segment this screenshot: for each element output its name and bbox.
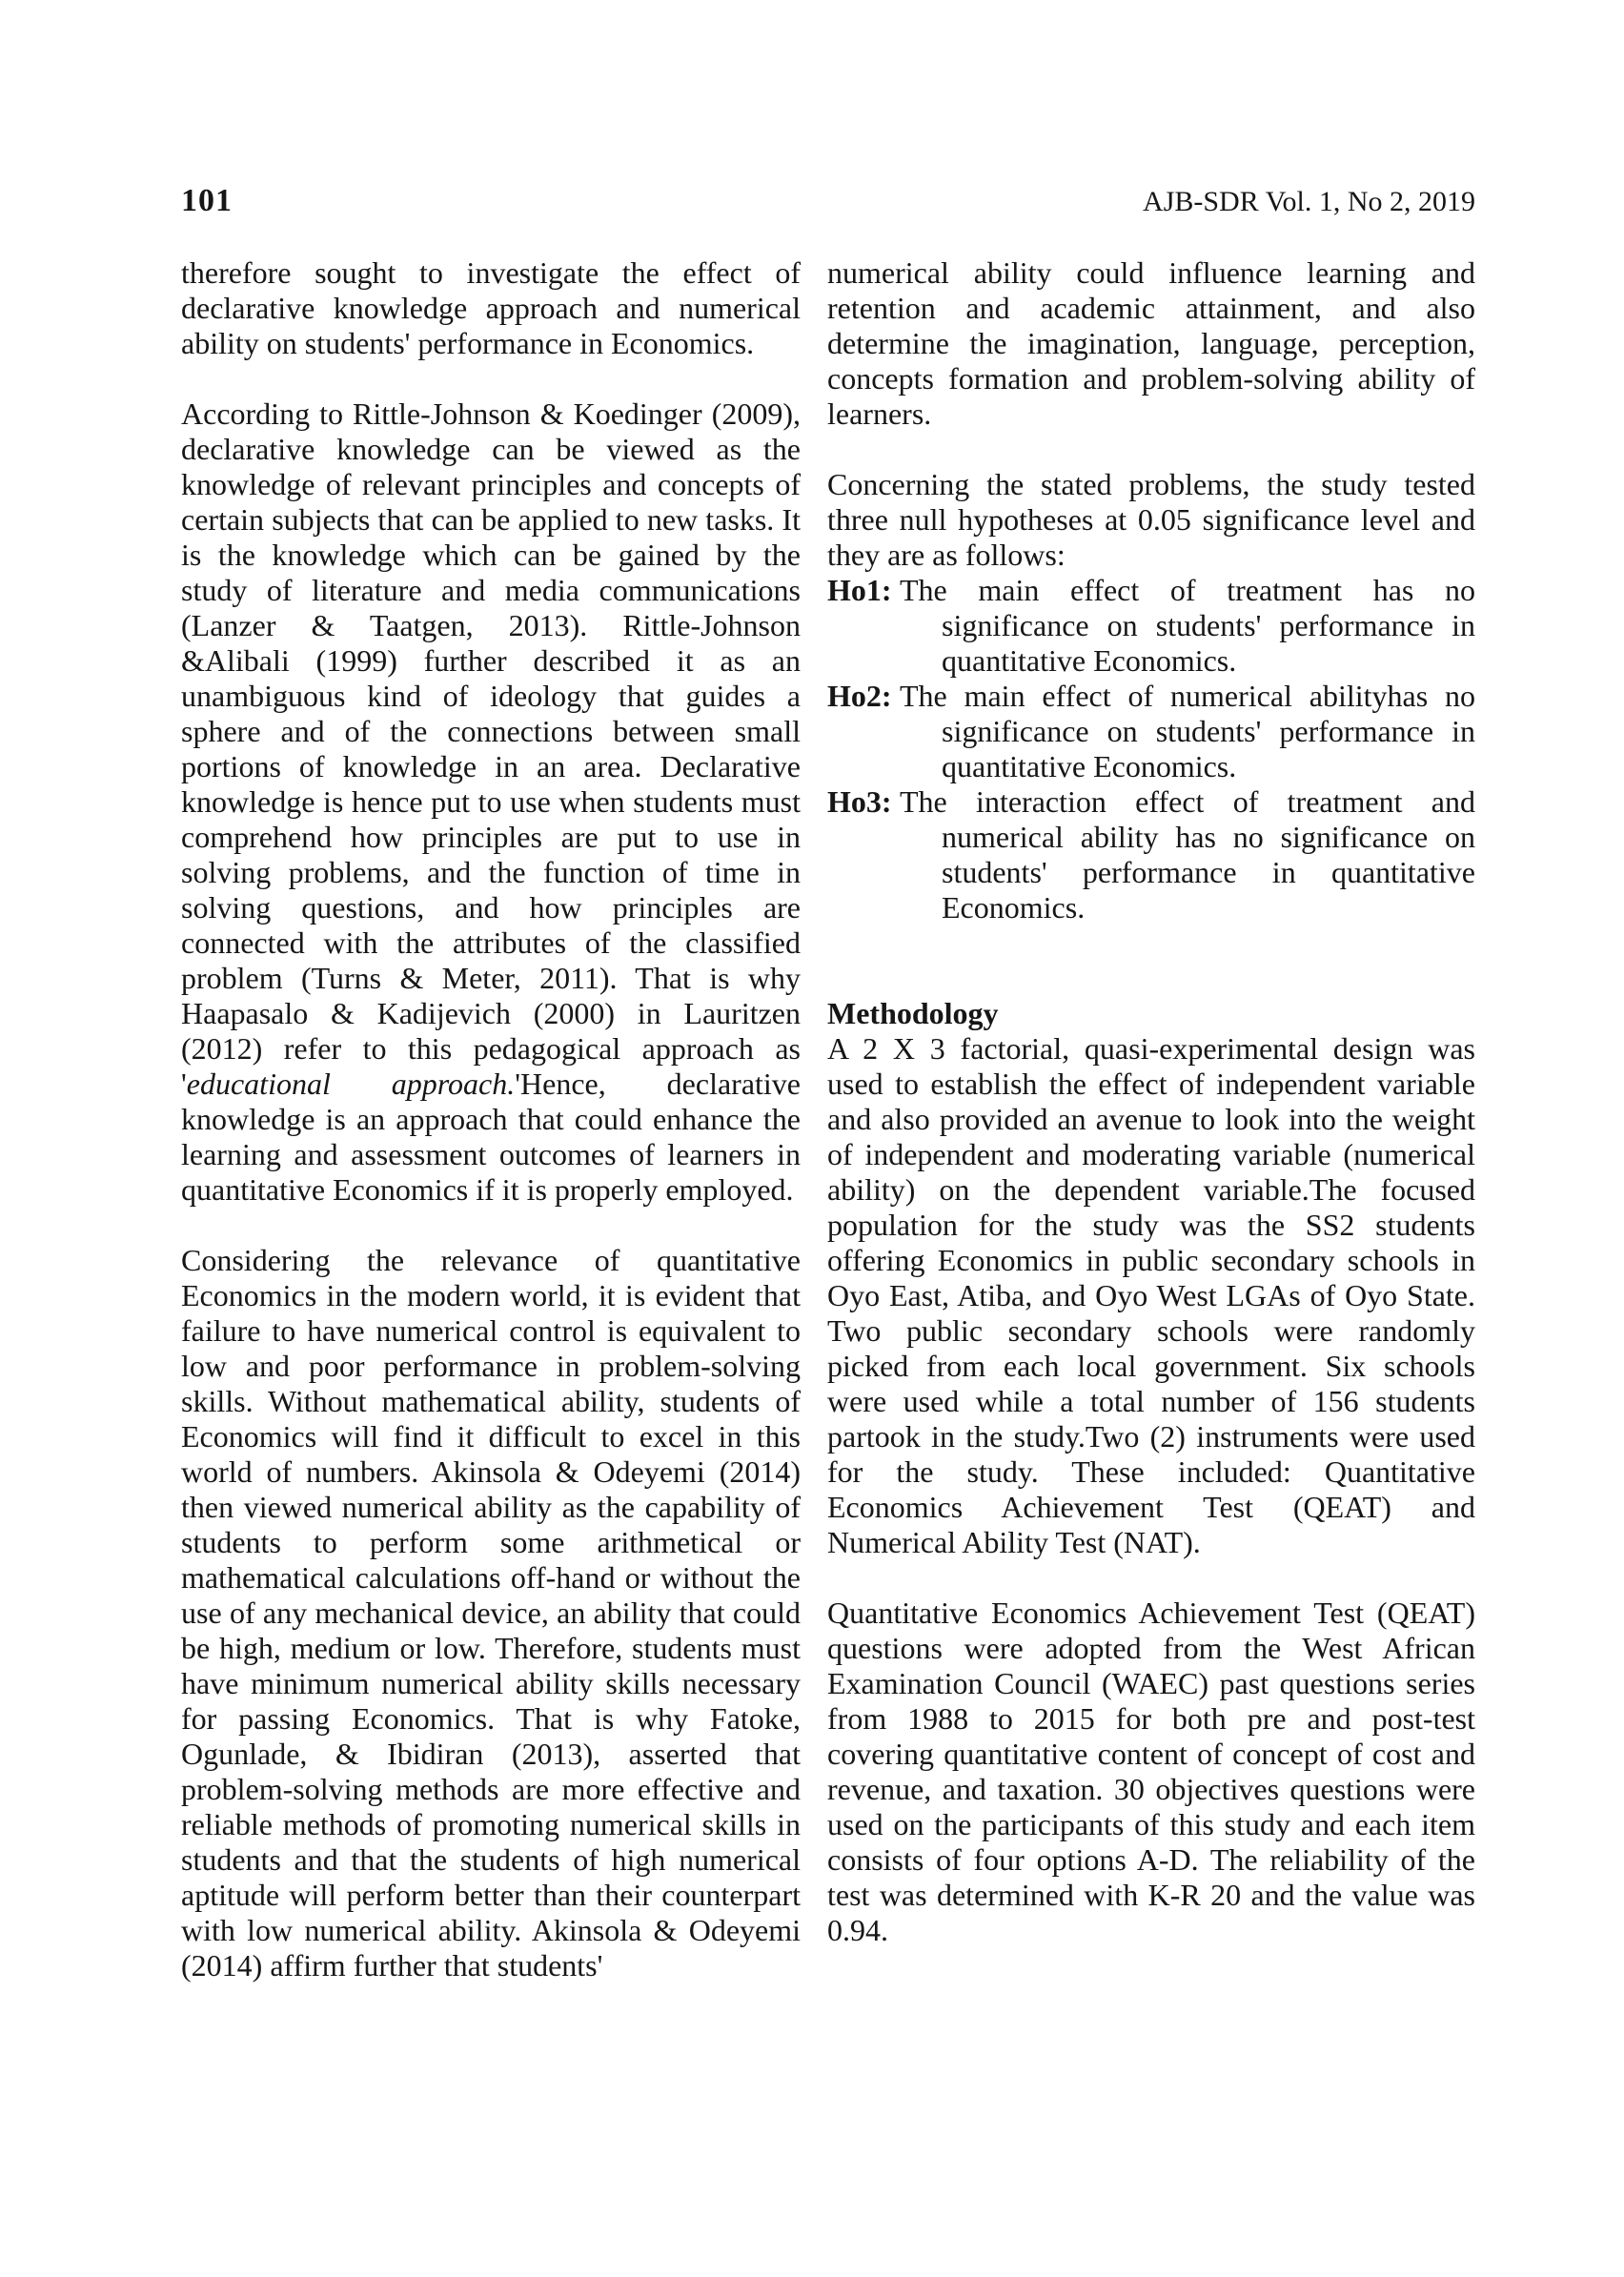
italic-phrase: educational approach. — [186, 1067, 516, 1101]
left-column — [181, 255, 801, 1983]
body-paragraph: Considering the relevance of quantitative Economics in the modern world, it is evident that failure to have numerical control is equivalent to low and poor performance in problem-solving skills. Without mathematical ability, students of Economics will find it difficult to excel in this world of numbers. Akinsola & Odeyemi (2014) then viewed numerical ability as the capability of students to perform some arithmetical or mathematical calculations off-hand or without the use of any mechanical device, an ability that could be high, medium or low. Therefore, students must have minimum numerical ability skills necessary for passing Economics. That is why Fatoke, Ogunlade, & Ibidiran (2013), asserted that problem-solving methods are more effective and reliable methods of promoting numerical skills in students and that the students of high numerical aptitude will perform better than their counterpart with low numerical ability. Akinsola & Odeyemi (2014) affirm further that students' — [181, 1243, 801, 1982]
hypothesis-text: The main effect of numerical abilityhas no significance on students' performance in quantitative Economics. — [900, 679, 1475, 783]
page-header — [181, 183, 1475, 219]
hypothesis-item — [827, 679, 1475, 784]
paragraph-segment: According to Rittle-Johnson & Koedinger (2009), declarative knowledge can be viewed as the knowledge of relevant principles and concepts of certain subjects that can be applied to new tasks. It is the knowledge which can be gained by the study of literature and media communications (Lanzer & Taatgen, 2013). Rittle-Johnson &Alibali (1999) further described it as an unambiguous kind of ideology that guides a sphere and of the connections between small portions of knowledge in an area. Declarative knowledge is hence put to use when students must comprehend how principles are put to use in solving problems, and the function of time in solving questions, and how principles are connected with the attributes of the classified problem (Turns & Meter, 2011). That is why Haapasalo & Kadijevich (2000) in Lauritzen (2012) refer to this pedagogical approach as ' — [181, 396, 801, 1101]
hypothesis-label: Ho1: — [827, 573, 892, 607]
methodology-heading: Methodology — [827, 996, 999, 1030]
body-paragraph — [181, 396, 801, 1208]
hypothesis-item — [827, 784, 1475, 925]
hypotheses-intro-paragraph: Concerning the stated problems, the study tested three null hypotheses at 0.05 significance level and they are as follows: — [827, 467, 1475, 572]
two-column-body — [181, 255, 1475, 1983]
hypothesis-item — [827, 573, 1475, 679]
page-number: 101 — [181, 183, 233, 218]
hypothesis-text: The interaction effect of treatment and numerical ability has no significance on students' performance in quantitative Economics. — [900, 784, 1475, 925]
body-paragraph: Quantitative Economics Achievement Test (QEAT) questions were adopted from the West African Examination Council (WAEC) past questions series from 1988 to 2015 for both pre and post-test covering quantitative content of concept of cost and revenue, and taxation. 30 objectives questions were used on the participants of this study and each item consists of four options A-D. The reliability of the test was determined with K-R 20 and the value was 0.94. — [827, 1596, 1475, 1947]
body-paragraph: A 2 X 3 factorial, quasi-experimental design was used to establish the effect of independent variable and also provided an avenue to look into the weight of independent and moderating variable (numerical ability) on the dependent variable.The focused population for the study was the SS2 students offering Economics in public secondary schools in Oyo East, Atiba, and Oyo West LGAs of Oyo State. Two public secondary schools were randomly picked from each local government. Six schools were used while a total number of 156 students partook in the study.Two (2) instruments were used for the study. These included: Quantitative Economics Achievement Test (QEAT) and Numerical Ability Test (NAT). — [827, 1031, 1475, 1559]
right-column — [827, 255, 1475, 1983]
hypothesis-label: Ho3: — [827, 784, 892, 819]
hypothesis-text: The main effect of treatment has no significance on students' performance in quantitative Economics. — [900, 573, 1475, 678]
paragraph-segment: 'Hence, declarative knowledge is an approach that could enhance the learning and assessment outcomes of learners in quantitative Economics if it is properly employed. — [181, 1067, 802, 1207]
body-paragraph: therefore sought to investigate the effect of declarative knowledge approach and numerical ability on students' performance in Economics. — [181, 255, 801, 360]
body-paragraph: numerical ability could influence learning and retention and academic attainment, and also determine the imagination, language, perception, concepts formation and problem-solving ability of learners. — [827, 255, 1475, 431]
journal-reference: AJB-SDR Vol. 1, No 2, 2019 — [1143, 186, 1475, 217]
hypothesis-label: Ho2: — [827, 679, 892, 713]
